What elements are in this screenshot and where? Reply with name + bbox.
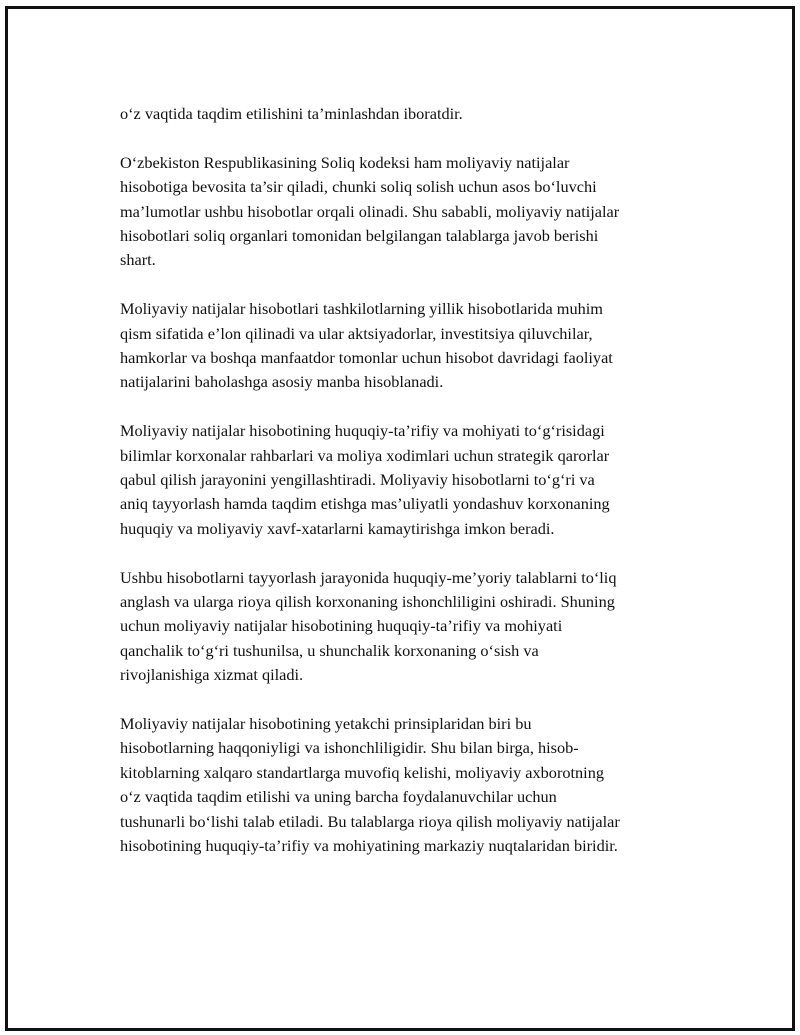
text-line: huquqiy va moliyaviy xavf-xatarlarni kamaytirishga imkon beradi. [120,518,555,538]
page-frame [5,6,795,1031]
text-line: tushunarli bo‘lishi talab etiladi. Bu talablarga rioya qilish moliyaviy natijalar [120,811,620,831]
text-line: Ushbu hisobotlarni tayyorlash jarayonida huquqiy-me’yoriy talablarni to‘liq [120,567,617,587]
text-line: hisobotiga bevosita ta’sir qiladi, chunki soliq solish uchun asos bo‘luvchi [120,177,597,197]
text-line: hisobotining huquqiy-ta’rifiy va mohiyatining markaziy nuqtalaridan biridir. [120,836,618,856]
text-line: qabul qilish jarayonini yengillashtiradi. Moliyaviy hisobotlarni to‘g‘ri va [120,470,595,490]
paragraph-5 [120,566,700,688]
text-line: aniq tayyorlash hamda taqdim etishga mas’uliyatli yondashuv korxonaning [120,494,610,514]
text-line: Moliyaviy natijalar hisobotining yetakchi prinsiplaridan biri bu [120,714,532,734]
text-line: O‘zbekiston Respublikasining Soliq kodeksi ham moliyaviy natijalar [120,152,570,172]
text-line: qism sifatida e’lon qilinadi va ular aktsiyadorlar, investitsiya qiluvchilar, [120,323,593,343]
text-line: shart. [120,250,156,270]
text-line: hisobotlarning haqqoniyligi va ishonchliligidir. Shu bilan birga, hisob- [120,738,579,758]
paragraph-2 [120,151,700,273]
text-line: natijalarini baholashga asosiy manba hisoblanadi. [120,372,444,392]
text-line: qanchalik to‘g‘ri tushunilsa, u shunchalik korxonaning o‘sish va [120,640,539,660]
text-line: Moliyaviy natijalar hisobotining huquqiy-ta’rifiy va mohiyati to‘g‘risidagi [120,421,605,441]
text-line: hisobotlari soliq organlari tomonidan belgilangan talablarga javob berishi [120,226,599,246]
text-line: rivojlanishiga xizmat qiladi. [120,665,304,685]
paragraph-4 [120,419,700,541]
text-line: ma’lumotlar ushbu hisobotlar orqali olinadi. Shu sababli, moliyaviy natijalar [120,201,620,221]
text-line: anglash va ularga rioya qilish korxonaning ishonchliligini oshiradi. Shuning [120,592,615,612]
paragraph-1 [120,102,700,126]
text-line: bilimlar korxonalar rahbarlari va moliya xodimlari uchun strategik qarorlar [120,445,610,465]
text-line: o‘z vaqtida taqdim etilishini ta’minlashdan iboratdir. [120,104,463,123]
paragraph-6 [120,712,700,858]
text-line: Moliyaviy natijalar hisobotlari tashkilotlarning yillik hisobotlarida muhim [120,299,603,319]
document-body [120,102,700,883]
text-line: o‘z vaqtida taqdim etilishi va uning barcha foydalanuvchilar uchun [120,787,557,807]
paragraph-3 [120,297,700,395]
text-line: kitoblarning xalqaro standartlarga muvofiq kelishi, moliyaviy axborotning [120,762,604,782]
text-line: uchun moliyaviy natijalar hisobotining huquqiy-ta’rifiy va mohiyati [120,616,563,636]
text-line: hamkorlar va boshqa manfaatdor tomonlar uchun hisobot davridagi faoliyat [120,348,613,368]
